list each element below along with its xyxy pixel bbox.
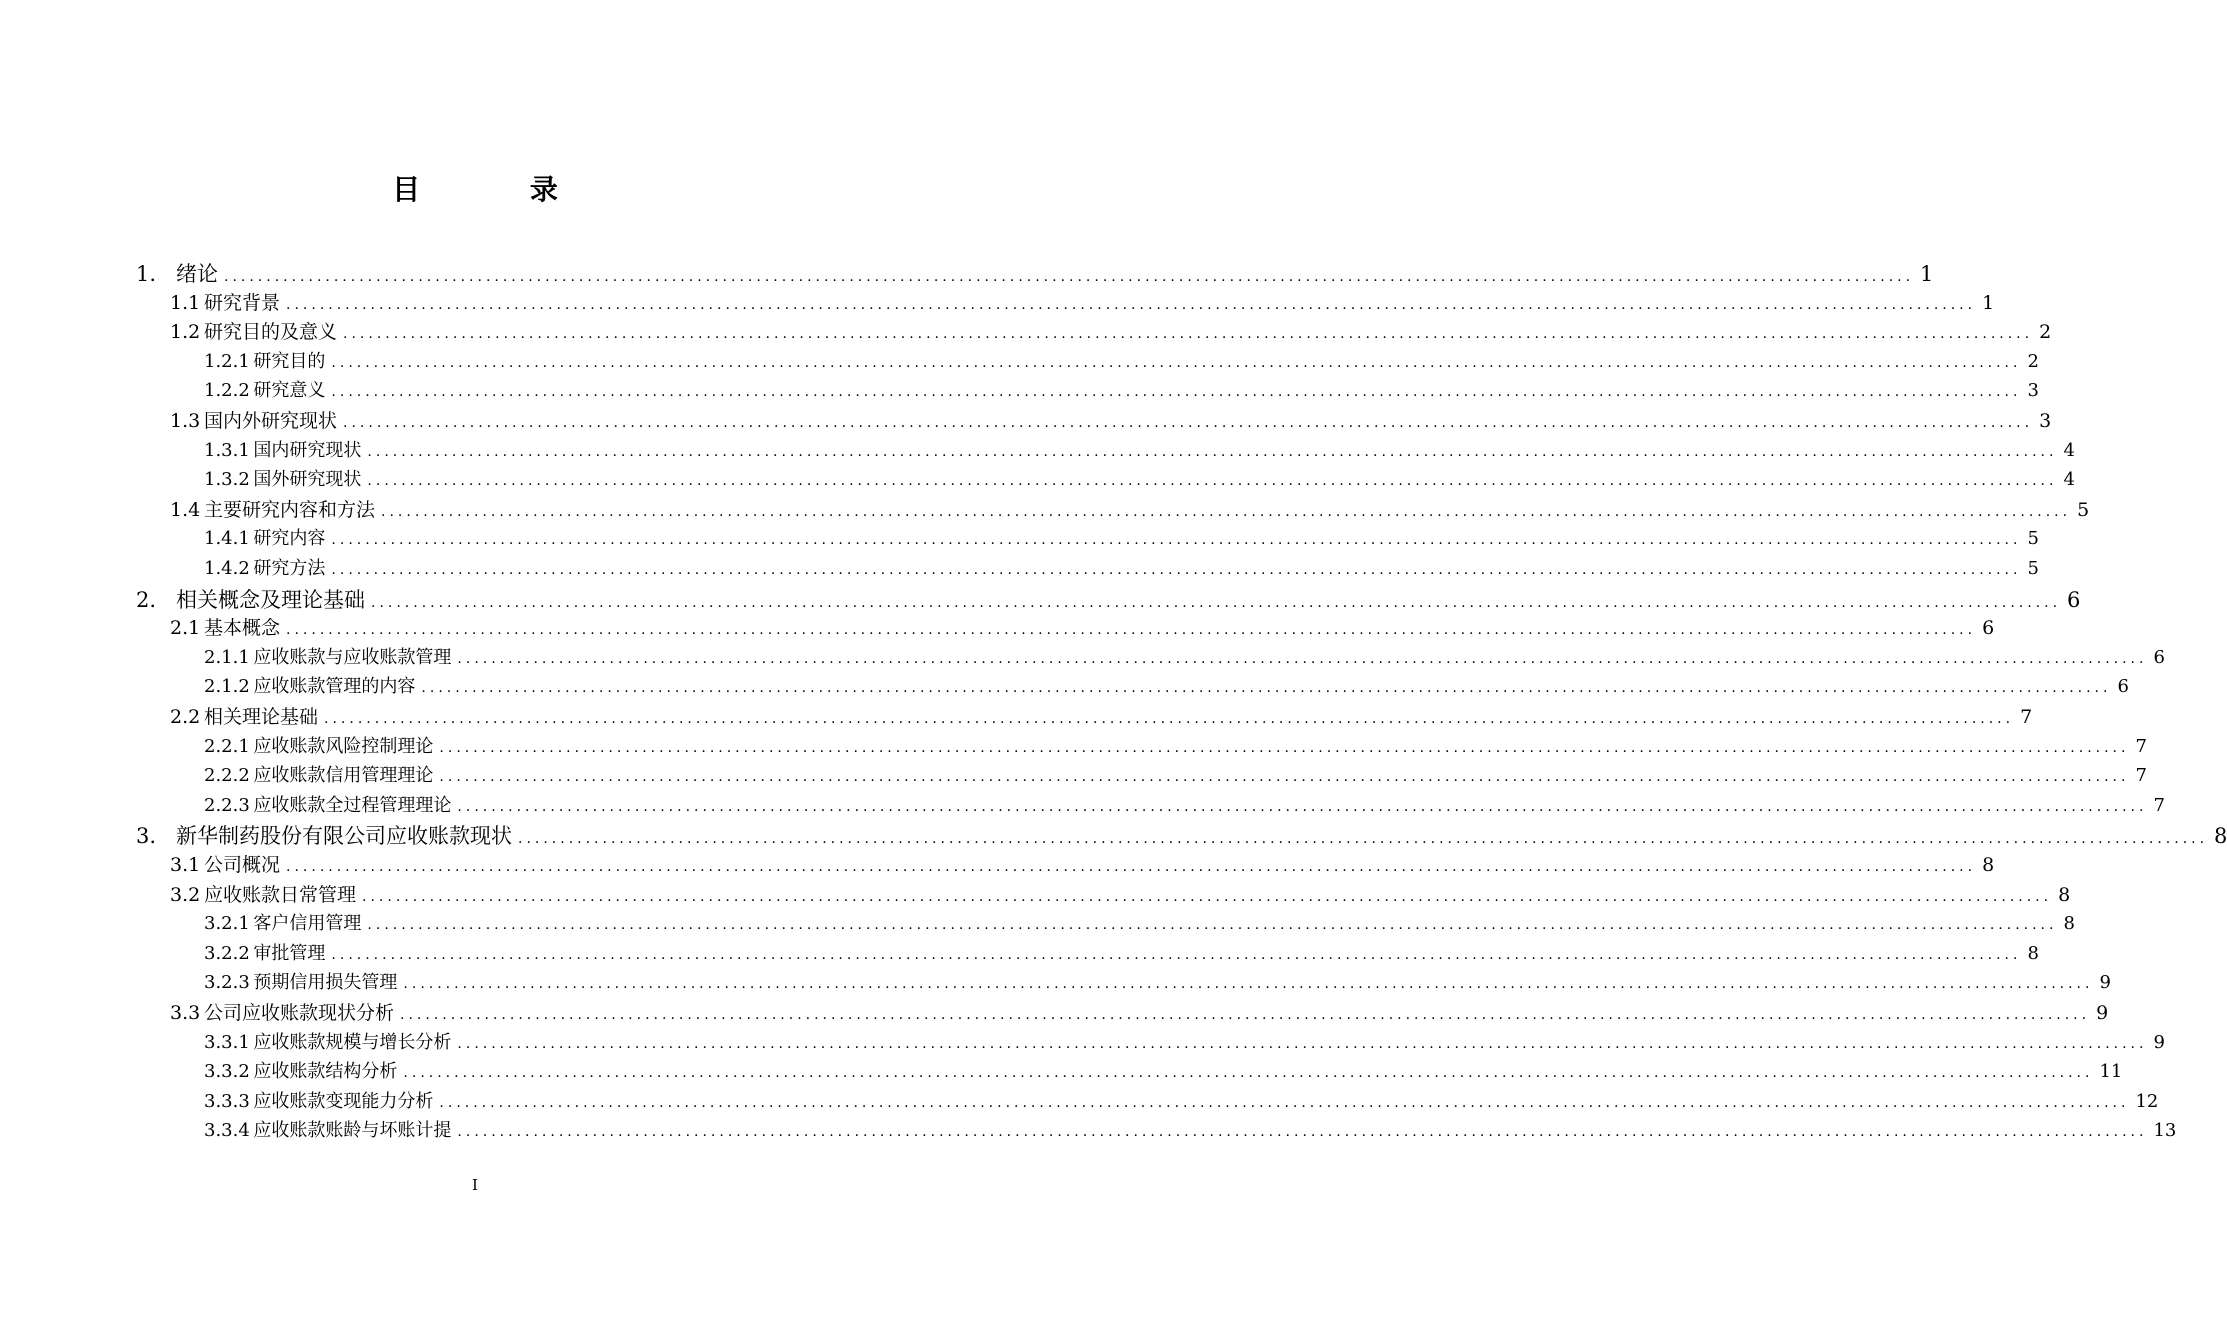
toc-entry-number: 3.2.1	[204, 913, 250, 935]
toc-entry-number: 1.	[136, 262, 157, 286]
toc-entry-page: 4	[2063, 439, 2075, 461]
toc-entry[interactable]	[204, 465, 2075, 495]
toc-entry-title: 研究内容	[253, 528, 326, 550]
toc-leader-dots: ........................................................................................................................................................................................................	[403, 976, 2094, 993]
toc-entry-page: 1	[1982, 291, 1995, 314]
toc-entry[interactable]	[136, 820, 2227, 850]
toc-entry-title: 应收账款全过程管理理论	[253, 794, 452, 816]
toc-entry-title: 研究意义	[253, 380, 326, 402]
toc-leader-dots: ........................................................................................................................................................................................................	[331, 354, 2022, 371]
toc-leader-dots: ........................................................................................................................................................................................................	[362, 888, 2053, 905]
toc-entry-number: 2.2	[170, 706, 201, 728]
toc-entry[interactable]	[170, 880, 2071, 910]
toc-entry-title: 研究目的及意义	[204, 321, 338, 344]
toc-entry-page: 7	[2020, 706, 2033, 728]
toc-entry-page: 1	[1920, 262, 1934, 286]
toc-entry[interactable]	[170, 998, 2109, 1028]
toc-entry[interactable]	[204, 909, 2075, 939]
toc-entry-number: 1.3	[170, 410, 201, 432]
toc-leader-dots: ........................................................................................................................................................................................................	[331, 946, 2022, 963]
toc-entry-title: 国内研究现状	[253, 439, 362, 461]
toc-entry-title: 相关概念及理论基础	[176, 587, 365, 612]
toc-entry-title: 应收账款变现能力分析	[253, 1090, 434, 1112]
toc-entry-title: 应收账款规模与增长分析	[253, 1031, 452, 1053]
toc-entry-page: 7	[2153, 794, 2165, 816]
toc-entry-title: 绪论	[176, 262, 218, 286]
toc-entry[interactable]	[204, 791, 2165, 821]
toc-entry-title: 预期信用损失管理	[253, 972, 398, 994]
toc-entry-title: 相关理论基础	[204, 706, 319, 728]
toc-entry-number: 2.	[136, 587, 157, 612]
toc-entry-title: 客户信用管理	[253, 913, 362, 935]
toc-entry-page: 3	[2027, 380, 2039, 402]
toc-entry[interactable]	[204, 672, 2129, 702]
toc-entry-number: 1.4.2	[204, 558, 250, 579]
toc-leader-dots: ........................................................................................................................................................................................................	[331, 562, 2022, 578]
toc-leader-dots: ........................................................................................................................................................................................................	[439, 769, 2130, 786]
page-title: 目 录	[392, 173, 608, 206]
toc-entry-title: 应收账款与应收账款管理	[253, 646, 452, 668]
toc-entry-title: 研究背景	[204, 291, 281, 314]
toc-entry-number: 3.	[136, 824, 157, 849]
toc-entry[interactable]	[204, 968, 2111, 998]
toc-entry-title: 新华制药股份有限公司应收账款现状	[176, 824, 512, 849]
toc-leader-dots: ........................................................................................................................................................................................................	[367, 473, 2058, 490]
toc-entry[interactable]	[204, 554, 2039, 584]
toc-entry-title: 基本概念	[204, 617, 281, 640]
toc-entry-page: 8	[2214, 824, 2227, 849]
toc-entry-page: 6	[2117, 676, 2129, 698]
toc-entry[interactable]	[204, 376, 2039, 406]
toc-entry[interactable]	[170, 288, 1995, 318]
toc-entry-title: 国外研究现状	[253, 469, 362, 491]
toc-entry[interactable]	[170, 495, 2090, 525]
toc-entry[interactable]	[170, 702, 2033, 732]
toc-entry[interactable]	[204, 436, 2075, 466]
toc-entry-title: 主要研究内容和方法	[204, 498, 376, 521]
toc-leader-dots: ........................................................................................................................................................................................................	[286, 859, 1977, 875]
toc-leader-dots: ........................................................................................................................................................................................................	[286, 296, 1977, 313]
toc-leader-dots: ........................................................................................................................................................................................................	[343, 415, 2034, 431]
toc-entry[interactable]	[204, 643, 2165, 673]
toc-entry[interactable]	[136, 584, 2081, 614]
toc-entry-number: 3.2.3	[204, 972, 250, 994]
toc-entry-number: 3.3.4	[204, 1120, 250, 1142]
page-number-footer: I	[472, 1176, 478, 1194]
toc-entry-number: 2.2.2	[204, 765, 250, 787]
toc-entry-page: 8	[2058, 883, 2071, 906]
toc-entry-number: 2.2.1	[204, 735, 250, 757]
toc-entry-title: 应收账款日常管理	[204, 883, 357, 906]
toc-entry-page: 9	[2096, 1002, 2109, 1024]
toc-entry-page: 4	[2063, 469, 2075, 491]
toc-entry-number: 1.4.1	[204, 528, 250, 550]
toc-leader-dots: ........................................................................................................................................................................................................	[439, 739, 2130, 756]
toc-entry-title: 研究方法	[253, 558, 326, 579]
toc-entry[interactable]	[170, 613, 1995, 643]
toc-entry-page: 2	[2039, 321, 2052, 344]
toc-entry[interactable]	[204, 1116, 2177, 1146]
toc-entry-page: 12	[2135, 1090, 2159, 1112]
toc-entry-page: 8	[1982, 854, 1995, 876]
toc-entry-page: 6	[1982, 617, 1995, 640]
toc-entry-title: 审批管理	[253, 942, 326, 964]
toc-leader-dots: ........................................................................................................................................................................................................	[439, 1094, 2130, 1111]
toc-entry-number: 3.3.3	[204, 1090, 250, 1112]
toc-leader-dots: ........................................................................................................................................................................................................	[367, 443, 2058, 460]
toc-entry-title: 应收账款结构分析	[253, 1061, 398, 1083]
toc-entry-number: 3.1	[170, 854, 201, 876]
toc-entry-number: 1.2.2	[204, 380, 250, 402]
toc-leader-dots: ........................................................................................................................................................................................................	[367, 917, 2058, 934]
toc-entry-number: 3.3.2	[204, 1061, 250, 1083]
toc-entry[interactable]	[204, 1087, 2159, 1117]
toc-leader-dots: ........................................................................................................................................................................................................	[324, 711, 2015, 727]
toc-entry-page: 11	[2099, 1061, 2123, 1083]
toc-entry[interactable]	[204, 1028, 2165, 1058]
toc-entry-number: 1.4	[170, 498, 201, 521]
toc-entry-page: 5	[2077, 498, 2090, 521]
toc-leader-dots: ........................................................................................................................................................................................................	[403, 1065, 2094, 1082]
toc-entry-number: 2.1.2	[204, 676, 250, 698]
toc-leader-dots: ........................................................................................................................................................................................................	[224, 269, 1915, 285]
toc-entry-number: 1.2.1	[204, 350, 250, 372]
toc-entry[interactable]	[170, 317, 2052, 347]
toc-entry-number: 2.1	[170, 617, 201, 640]
toc-entry-page: 3	[2039, 410, 2052, 432]
toc-entry-title: 国内外研究现状	[204, 410, 338, 432]
toc-entry-page: 7	[2135, 765, 2147, 787]
toc-entry-page: 6	[2153, 646, 2165, 668]
toc-entry-number: 3.2.2	[204, 942, 250, 964]
toc-entry[interactable]	[204, 732, 2147, 762]
toc-entry-title: 应收账款风险控制理论	[253, 735, 434, 757]
toc-entry-number: 1.2	[170, 321, 201, 344]
toc-leader-dots: ........................................................................................................................................................................................................	[331, 532, 2022, 549]
toc-leader-dots: ........................................................................................................................................................................................................	[331, 384, 2022, 401]
toc-entry-title: 研究目的	[253, 350, 326, 372]
toc-leader-dots: ........................................................................................................................................................................................................	[286, 622, 1977, 639]
toc-entry-title: 应收账款账龄与坏账计提	[253, 1120, 452, 1142]
toc-entry-number: 2.2.3	[204, 794, 250, 816]
toc-leader-dots: ........................................................................................................................................................................................................	[421, 680, 2112, 697]
toc-entry[interactable]	[204, 1057, 2123, 1087]
toc-entry-page: 7	[2135, 735, 2147, 757]
toc-leader-dots: ........................................................................................................................................................................................................	[457, 798, 2148, 815]
toc-entry-title: 应收账款管理的内容	[253, 676, 416, 698]
toc-entry-page: 8	[2063, 913, 2075, 935]
toc-entry-page: 6	[2067, 587, 2081, 612]
toc-entry-number: 1.3.2	[204, 469, 250, 491]
toc-entry-title: 公司应收账款现状分析	[204, 1002, 395, 1024]
toc-entry-number: 1.1	[170, 291, 201, 314]
toc-entry-number: 3.2	[170, 883, 201, 906]
toc-entry[interactable]	[204, 761, 2147, 791]
toc-leader-dots: ........................................................................................................................................................................................................	[381, 503, 2072, 520]
toc-leader-dots: ........................................................................................................................................................................................................	[457, 650, 2148, 667]
toc-entry[interactable]	[170, 850, 1995, 880]
toc-leader-dots: ........................................................................................................................................................................................................	[400, 1007, 2091, 1023]
toc-entry-page: 5	[2027, 528, 2039, 550]
toc-entry-page: 13	[2153, 1120, 2177, 1142]
toc-entry-number: 2.1.1	[204, 646, 250, 668]
toc-entry[interactable]	[136, 258, 1934, 288]
toc-entry-page: 9	[2099, 972, 2111, 994]
toc-entry-title: 公司概况	[204, 854, 281, 876]
toc-leader-dots: ........................................................................................................................................................................................................	[457, 1035, 2148, 1052]
toc-entry[interactable]	[204, 939, 2039, 969]
toc-entry[interactable]	[204, 524, 2039, 554]
toc-entry-page: 2	[2027, 350, 2039, 372]
toc-entry-title: 应收账款信用管理理论	[253, 765, 434, 787]
toc-leader-dots: ........................................................................................................................................................................................................	[371, 594, 2062, 611]
toc-leader-dots: ........................................................................................................................................................................................................	[457, 1124, 2148, 1141]
toc-entry-number: 3.3.1	[204, 1031, 250, 1053]
toc-entry-number: 3.3	[170, 1002, 201, 1024]
toc-entry[interactable]	[204, 347, 2039, 377]
toc-entry-page: 9	[2153, 1031, 2165, 1053]
toc-entry-number: 1.3.1	[204, 439, 250, 461]
toc-leader-dots: ........................................................................................................................................................................................................	[518, 831, 2209, 848]
toc-entry[interactable]	[170, 406, 2052, 436]
toc-leader-dots: ........................................................................................................................................................................................................	[343, 326, 2034, 343]
toc-entry-page: 5	[2027, 558, 2039, 579]
toc-entry-page: 8	[2027, 942, 2039, 964]
